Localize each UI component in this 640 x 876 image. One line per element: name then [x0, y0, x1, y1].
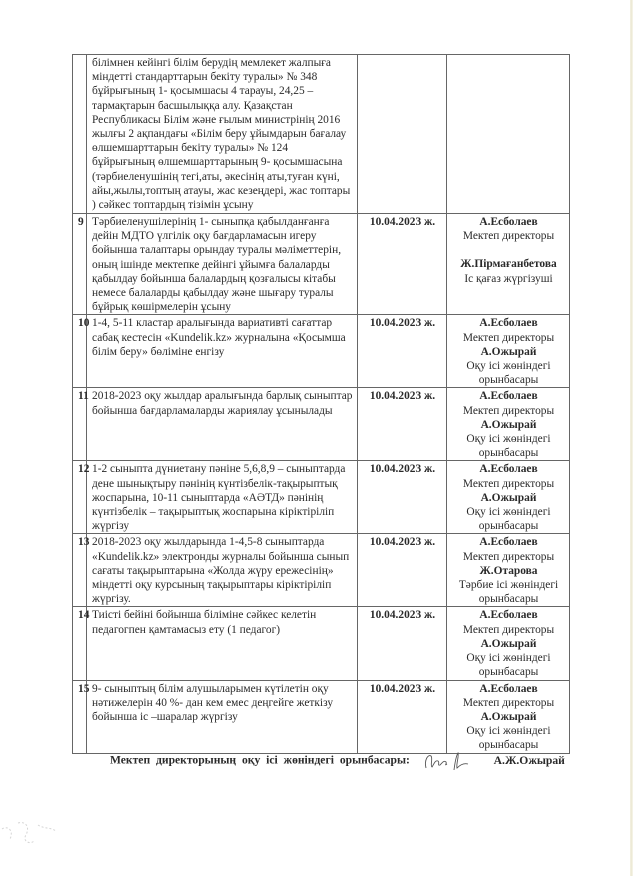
responsible-name: А.Ожырай	[480, 491, 537, 504]
responsible-cell	[447, 680, 570, 753]
date-cell: 10.04.2023 ж.	[358, 607, 447, 680]
row-number: 14	[73, 607, 87, 680]
table-row	[73, 388, 570, 461]
responsible-name: Ж.Отарова	[479, 564, 538, 577]
responsible-name: А.Ожырай	[480, 345, 537, 358]
table-row	[73, 55, 570, 214]
responsible-cell	[447, 461, 570, 534]
responsible-role: Оқу ісі жөніндегі орынбасары	[466, 725, 551, 752]
signature-line	[110, 752, 565, 770]
responsible-cell	[447, 214, 570, 315]
responsible-role: Оқу ісі жөніндегі орынбасары	[466, 360, 551, 387]
date-cell: 10.04.2023 ж.	[358, 315, 447, 388]
responsible-role: Мектеп директоры	[462, 404, 555, 417]
row-number: 15	[73, 680, 87, 753]
row-number: 13	[73, 534, 87, 607]
responsible-role: Оқу ісі жөніндегі орынбасары	[466, 652, 551, 679]
date-cell	[358, 55, 447, 214]
responsible-role: Мектеп директоры	[462, 230, 555, 243]
responsible-name: А.Есболаев	[479, 609, 538, 622]
row-number: 11	[73, 388, 87, 461]
responsible-role: Оқу ісі жөніндегі орынбасары	[466, 506, 551, 533]
task-cell: 2018-2023 оқу жылдарында 1-4,5-8 сыныптарда «Kundelik.kz» электронды журналы бойынша сынып сағаты тақырыптарына «Жолда жүру ережесінің» міндетті оқу курсының тақырыптары кіріктіріліп жүргізу.	[87, 534, 358, 607]
signatory-name: А.Ж.Ожырай	[493, 753, 565, 767]
responsible-role: Оқу ісі жөніндегі орынбасары	[466, 433, 551, 460]
table-row	[73, 315, 570, 388]
date-cell: 10.04.2023 ж.	[358, 388, 447, 461]
responsible-role: Мектеп директоры	[462, 550, 555, 563]
page-edge	[630, 0, 633, 876]
task-cell: 1-2 сыныпта дүниетану пәніне 5,6,8,9 – сыныптарда дене шынықтыру пәнінің күнтізбелік-тақырыптық жоспарына, 10-11 сыныптарда «АӘТД» пәнінің күнтізбелік – тақырыптық жоспарына кіріктіріліп жүргізу	[87, 461, 358, 534]
responsible-role: Тәрбие ісі жөніндегі орынбасары	[458, 579, 559, 606]
task-cell: 2018-2023 оқу жылдар аралығында барлық сыныптар бойынша бағдарламаларды жариялау ұсынылады	[87, 388, 358, 461]
responsible-name: А.Есболаев	[479, 216, 538, 228]
table-row	[73, 607, 570, 680]
table-row	[73, 534, 570, 607]
task-cell: Тиісті бейіні бойынша біліміне сәйкес келетін педагогпен қамтамасыз ету (1 педагог)	[87, 607, 358, 680]
stamp-smudge-icon	[0, 815, 60, 855]
date-cell: 10.04.2023 ж.	[358, 214, 447, 315]
row-number: 10	[73, 315, 87, 388]
responsible-cell	[447, 607, 570, 680]
row-number: 12	[73, 461, 87, 534]
responsible-role: Мектеп директоры	[462, 477, 555, 490]
responsible-name: А.Есболаев	[479, 536, 538, 549]
signatory-position: Мектеп директорының оқу ісі жөніндегі орынбасары:	[110, 753, 410, 767]
responsible-cell	[447, 534, 570, 607]
task-cell: 9- сыныптың білім алушыларымен күтілетін оқу нәтижелерін 40 %- дан кем емес деңгейге жеткізу бойынша іс –шаралар жүргізу	[87, 680, 358, 753]
date-cell: 10.04.2023 ж.	[358, 680, 447, 753]
action-plan-table	[72, 54, 570, 754]
handwritten-signature-icon	[422, 752, 478, 770]
date-cell: 10.04.2023 ж.	[358, 461, 447, 534]
responsible-cell	[447, 388, 570, 461]
responsible-name: А.Есболаев	[479, 682, 538, 695]
responsible-role: Мектеп директоры	[462, 696, 555, 709]
responsible-name: Ж.Пірмағанбетова	[460, 258, 557, 271]
row-number	[73, 55, 87, 214]
table-row	[73, 680, 570, 753]
responsible-name: А.Есболаев	[479, 390, 538, 403]
responsible-role: Мектеп директоры	[462, 331, 555, 344]
row-number: 9	[73, 214, 87, 315]
responsible-name: А.Есболаев	[479, 463, 538, 476]
responsible-role: Іс қағаз жүргізуші	[464, 272, 553, 285]
task-cell: 1-4, 5-11 кластар аралығында вариативті сағаттар сабақ кестесін «Kundelik.kz» журналына «Қосымша білім беру» бөліміне енгізу	[87, 315, 358, 388]
table-row	[73, 461, 570, 534]
responsible-cell	[447, 315, 570, 388]
responsible-role: Мектеп директоры	[462, 623, 555, 636]
responsible-name: А.Ожырай	[480, 637, 537, 650]
responsible-name: А.Есболаев	[479, 317, 538, 330]
responsible-cell	[447, 55, 570, 214]
task-cell: білімнен кейінгі білім берудің мемлекет жалпыға міндетті стандарттарын бекіту туралы» № 348 бұйрығының 1- қосымшасы 4 тарауы, 24,25 – тармақтарын басшылыққа алу. Қазақстан Республикасы Білім және ғылым министрінің 2016 жылғы 2 ақпандағы «Білім беру ұйымдарын бағалау өлшемшарттарын бекіту туралы» № 124 бұйрығының өлшемшарттарының 9- қосымшасына (тәрбиеленушінің тегі,аты, әкесінің аты,туған күні, айы,жылы,топтың атауы, жас кезеңдері, жас топтары ) сәйкес топтардың тізімін ұсыну	[87, 55, 358, 214]
date-cell: 10.04.2023 ж.	[358, 534, 447, 607]
task-cell: Тәрбиеленушілерінің 1- сыныпқа қабылданғанға дейін МДТО үлгілік оқу бағдарламасын игеру бойынша талаптары орындау туралы мәліметтерін, оның ішінде мектепке дейінгі ұйымға балаларды қабылдау бойынша балалардың қозғалысы кітабы немесе балаларды қабылдау және шығару туралы бұйрық көшірмелерін ұсыну	[87, 214, 358, 315]
responsible-name: А.Ожырай	[480, 710, 537, 723]
responsible-name: А.Ожырай	[480, 418, 537, 431]
table-row	[73, 214, 570, 315]
